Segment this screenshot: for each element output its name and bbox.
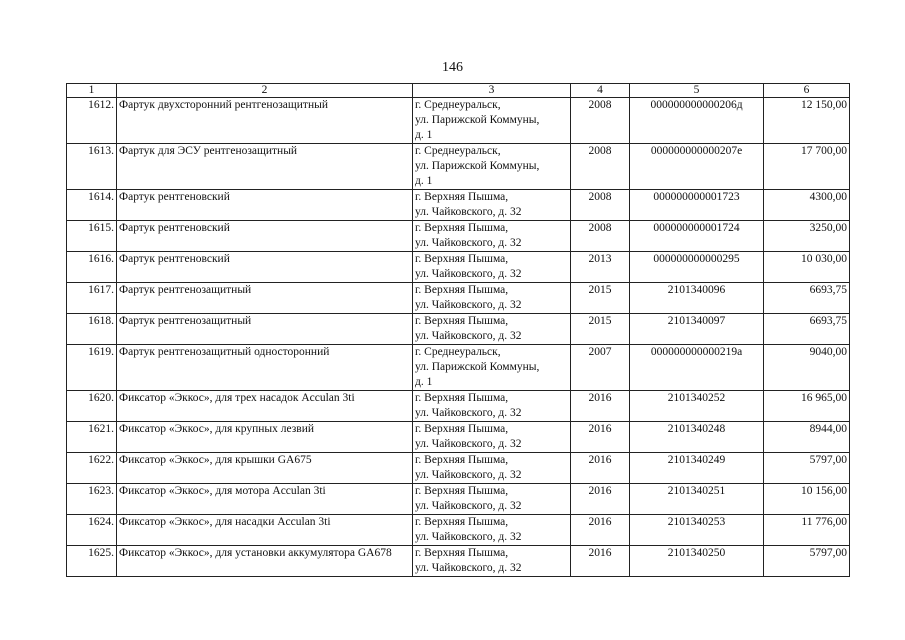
item-inventory-number: 000000000000206д	[630, 98, 764, 144]
row-number: 1625.	[67, 546, 117, 577]
inventory-table	[66, 83, 850, 577]
address-line: ул. Чайковского, д. 32	[415, 438, 522, 450]
address-line: ул. Чайковского, д. 32	[415, 531, 522, 543]
column-header-number: 1	[67, 84, 117, 98]
item-year: 2008	[571, 190, 630, 221]
item-year: 2016	[571, 422, 630, 453]
item-inventory-number: 2101340097	[630, 314, 764, 345]
table-row	[67, 546, 850, 577]
item-inventory-number: 000000000000207е	[630, 144, 764, 190]
item-cost: 10 156,00	[764, 484, 850, 515]
address-line: г. Верхняя Пышма,	[415, 392, 509, 404]
item-year: 2016	[571, 453, 630, 484]
table-row	[67, 453, 850, 484]
item-name: Фартук рентгенозащитный	[117, 314, 413, 345]
column-header-address: 3	[413, 84, 571, 98]
address-line: ул. Чайковского, д. 32	[415, 469, 522, 481]
table-row	[67, 391, 850, 422]
item-cost: 12 150,00	[764, 98, 850, 144]
item-address	[413, 484, 571, 515]
address-line: ул. Чайковского, д. 32	[415, 206, 522, 218]
address-line: ул. Чайковского, д. 32	[415, 407, 522, 419]
item-name: Фартук рентгеновский	[117, 221, 413, 252]
table-row	[67, 252, 850, 283]
address-line: ул. Чайковского, д. 32	[415, 237, 522, 249]
column-header-year: 4	[571, 84, 630, 98]
address-line: г. Среднеуральск,	[415, 145, 501, 157]
address-line: г. Верхняя Пышма,	[415, 516, 509, 528]
table-row	[67, 515, 850, 546]
address-line: д. 1	[415, 376, 433, 388]
item-name: Фиксатор «Эккос», для насадки Acculan 3ti	[117, 515, 413, 546]
address-line: г. Верхняя Пышма,	[415, 222, 509, 234]
item-cost: 5797,00	[764, 453, 850, 484]
item-cost: 11 776,00	[764, 515, 850, 546]
table-row	[67, 221, 850, 252]
item-address	[413, 252, 571, 283]
address-line: г. Верхняя Пышма,	[415, 315, 509, 327]
item-address	[413, 283, 571, 314]
row-number: 1612.	[67, 98, 117, 144]
item-address	[413, 98, 571, 144]
item-address	[413, 453, 571, 484]
item-address	[413, 221, 571, 252]
page-number: 146	[442, 60, 463, 75]
row-number: 1615.	[67, 221, 117, 252]
item-name: Фиксатор «Эккос», для мотора Acculan 3ti	[117, 484, 413, 515]
item-year: 2013	[571, 252, 630, 283]
item-inventory-number: 2101340253	[630, 515, 764, 546]
address-line: г. Верхняя Пышма,	[415, 284, 509, 296]
address-line: г. Верхняя Пышма,	[415, 191, 509, 203]
row-number: 1621.	[67, 422, 117, 453]
table-row	[67, 422, 850, 453]
item-name: Фартук рентгеновский	[117, 252, 413, 283]
address-line: ул. Чайковского, д. 32	[415, 500, 522, 512]
row-number: 1619.	[67, 345, 117, 391]
row-number: 1616.	[67, 252, 117, 283]
item-cost: 17 700,00	[764, 144, 850, 190]
item-inventory-number: 000000000000295	[630, 252, 764, 283]
address-line: г. Верхняя Пышма,	[415, 454, 509, 466]
item-cost: 8944,00	[764, 422, 850, 453]
item-inventory-number: 2101340251	[630, 484, 764, 515]
item-address	[413, 515, 571, 546]
item-inventory-number: 2101340248	[630, 422, 764, 453]
item-name: Фартук для ЭСУ рентгенозащитный	[117, 144, 413, 190]
item-inventory-number: 000000000001723	[630, 190, 764, 221]
item-year: 2015	[571, 283, 630, 314]
address-line: д. 1	[415, 175, 433, 187]
item-inventory-number: 000000000001724	[630, 221, 764, 252]
address-line: д. 1	[415, 129, 433, 141]
address-line: ул. Чайковского, д. 32	[415, 330, 522, 342]
item-year: 2008	[571, 221, 630, 252]
item-address	[413, 314, 571, 345]
table-row	[67, 98, 850, 144]
item-year: 2016	[571, 484, 630, 515]
item-cost: 9040,00	[764, 345, 850, 391]
address-line: г. Верхняя Пышма,	[415, 485, 509, 497]
address-line: ул. Парижской Коммуны,	[415, 160, 540, 172]
item-year: 2007	[571, 345, 630, 391]
item-address	[413, 391, 571, 422]
table-row	[67, 190, 850, 221]
item-inventory-number: 2101340250	[630, 546, 764, 577]
table-body	[67, 98, 850, 577]
item-cost: 5797,00	[764, 546, 850, 577]
item-cost: 10 030,00	[764, 252, 850, 283]
column-header-name: 2	[117, 84, 413, 98]
item-year: 2016	[571, 391, 630, 422]
item-cost: 4300,00	[764, 190, 850, 221]
item-inventory-number: 2101340249	[630, 453, 764, 484]
item-name: Фиксатор «Эккос», для крупных лезвий	[117, 422, 413, 453]
column-header-inventory: 5	[630, 84, 764, 98]
item-address	[413, 422, 571, 453]
table-row	[67, 144, 850, 190]
column-header-cost: 6	[764, 84, 850, 98]
row-number: 1623.	[67, 484, 117, 515]
row-number: 1617.	[67, 283, 117, 314]
address-line: г. Верхняя Пышма,	[415, 547, 509, 559]
table-row	[67, 314, 850, 345]
address-line: ул. Чайковского, д. 32	[415, 562, 522, 574]
address-line: г. Верхняя Пышма,	[415, 423, 509, 435]
item-name: Фартук двухсторонний рентгенозащитный	[117, 98, 413, 144]
item-name: Фиксатор «Эккос», для установки аккумулятора GA678	[117, 546, 413, 577]
row-number: 1613.	[67, 144, 117, 190]
table-row	[67, 283, 850, 314]
address-line: ул. Чайковского, д. 32	[415, 299, 522, 311]
item-address	[413, 546, 571, 577]
table-row	[67, 345, 850, 391]
row-number: 1624.	[67, 515, 117, 546]
item-address	[413, 345, 571, 391]
item-name: Фартук рентгенозащитный односторонний	[117, 345, 413, 391]
item-inventory-number: 2101340096	[630, 283, 764, 314]
row-number: 1618.	[67, 314, 117, 345]
item-cost: 6693,75	[764, 314, 850, 345]
item-name: Фиксатор «Эккос», для трех насадок Acculan 3ti	[117, 391, 413, 422]
item-cost: 6693,75	[764, 283, 850, 314]
address-line: ул. Парижской Коммуны,	[415, 114, 540, 126]
address-line: г. Среднеуральск,	[415, 346, 501, 358]
address-line: г. Среднеуральск,	[415, 99, 501, 111]
item-year: 2015	[571, 314, 630, 345]
row-number: 1620.	[67, 391, 117, 422]
item-year: 2008	[571, 144, 630, 190]
row-number: 1614.	[67, 190, 117, 221]
item-inventory-number: 2101340252	[630, 391, 764, 422]
address-line: г. Верхняя Пышма,	[415, 253, 509, 265]
item-address	[413, 144, 571, 190]
item-year: 2016	[571, 515, 630, 546]
address-line: ул. Парижской Коммуны,	[415, 361, 540, 373]
item-cost: 16 965,00	[764, 391, 850, 422]
item-name: Фиксатор «Эккос», для крышки GA675	[117, 453, 413, 484]
table-row	[67, 484, 850, 515]
item-year: 2008	[571, 98, 630, 144]
item-address	[413, 190, 571, 221]
item-year: 2016	[571, 546, 630, 577]
item-inventory-number: 000000000000219а	[630, 345, 764, 391]
item-cost: 3250,00	[764, 221, 850, 252]
item-name: Фартук рентгенозащитный	[117, 283, 413, 314]
header-row	[67, 84, 850, 98]
address-line: ул. Чайковского, д. 32	[415, 268, 522, 280]
row-number: 1622.	[67, 453, 117, 484]
item-name: Фартук рентгеновский	[117, 190, 413, 221]
